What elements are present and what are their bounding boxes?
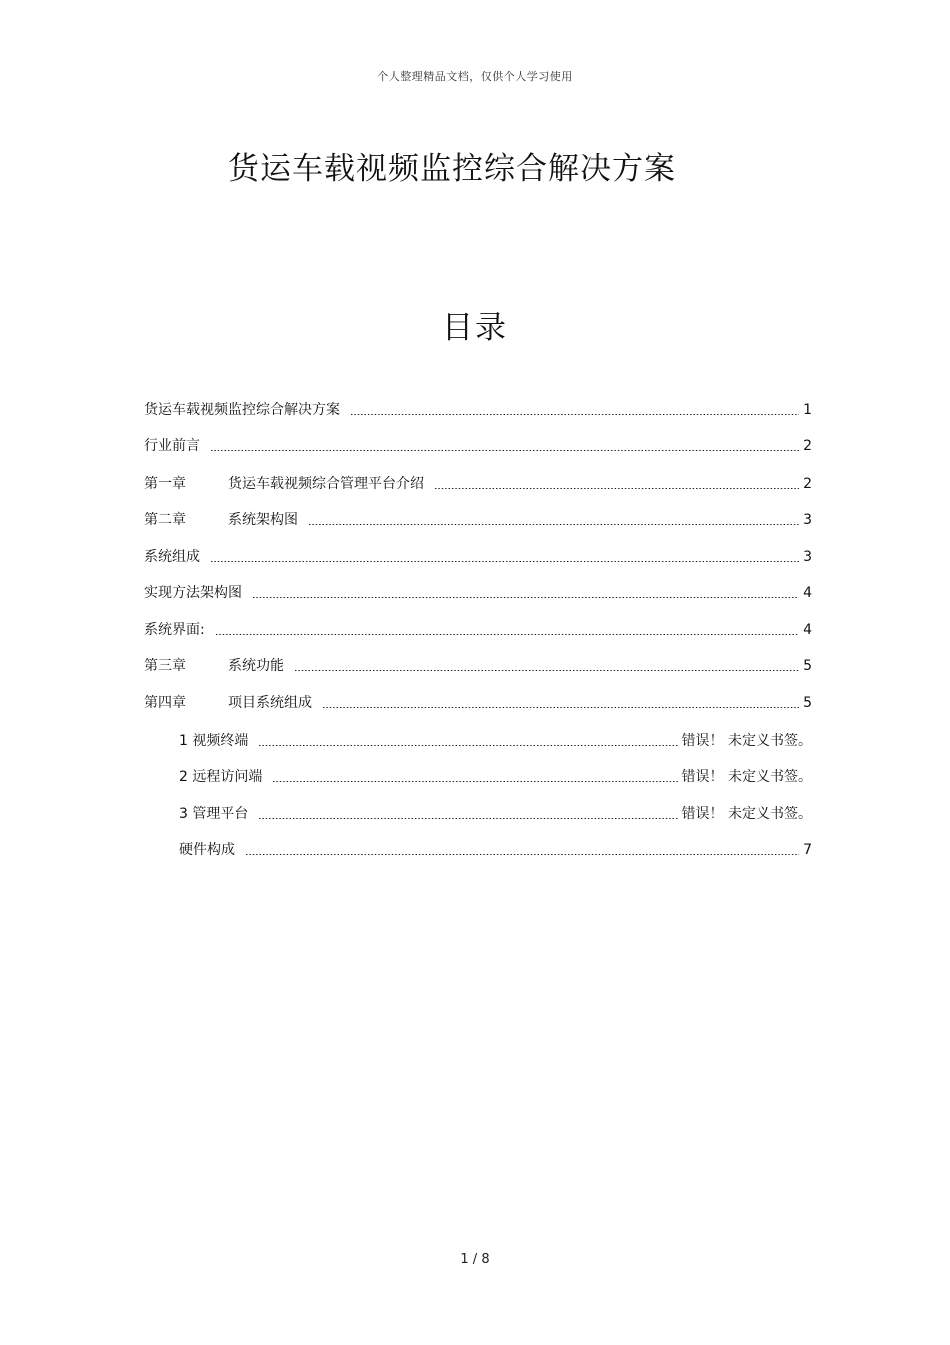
toc-entry[interactable] [144,434,812,458]
toc-entry-label: 2 远程访问端 [179,769,263,785]
toc-entry-page: 1 [803,402,812,418]
toc-dot-leader [245,854,799,855]
toc-entry[interactable] [144,581,812,605]
toc-heading: 目录 [442,310,508,346]
toc-entry-label: 系统架构图 [228,512,298,528]
document-title: 货运车载视频监控综合解决方案 [228,151,676,187]
toc-entry[interactable] [179,838,812,862]
toc-entry-page: 4 [803,622,812,638]
toc-entry-label: 实现方法架构图 [144,585,242,601]
toc-entry-page: 错误！ 未定义书签。 [681,769,812,785]
toc-dot-leader [210,450,799,451]
toc-entry-page: 3 [803,549,812,565]
toc-entry[interactable] [144,618,812,642]
toc-entry-label: 硬件构成 [179,842,235,858]
toc-entry-page: 错误！ 未定义书签。 [681,733,812,749]
page-indicator: 1 / 8 [460,1252,490,1267]
toc-dot-leader [322,707,799,708]
toc-entry-page: 4 [803,585,812,601]
toc-entry[interactable] [144,508,812,532]
toc-entry-label: 系统组成 [144,549,200,565]
toc-entry-label: 货运车载视频监控综合解决方案 [144,402,340,418]
toc-entry-label: 系统功能 [228,658,284,674]
toc-entry[interactable] [179,802,812,826]
toc-entry-label: 3 管理平台 [179,806,249,822]
toc-dot-leader [350,414,799,415]
toc-entry-chapter: 第一章 [144,476,186,492]
toc-dot-leader [258,745,677,746]
toc-dot-leader [434,488,799,489]
toc-entry-chapter: 第二章 [144,512,186,528]
toc-dot-leader [272,781,677,782]
toc-entry-page: 2 [803,438,812,454]
toc-entry[interactable] [144,691,812,715]
toc-entry[interactable] [179,729,812,753]
toc-entry-label: 1 视频终端 [179,733,249,749]
toc-entry[interactable] [179,765,812,789]
toc-entry[interactable] [144,545,812,569]
header-note: 个人整理精品文档，仅供个人学习使用 [377,70,573,83]
toc-entry-page: 3 [803,512,812,528]
toc-entry-page: 5 [803,695,812,711]
toc-entry-page: 错误！ 未定义书签。 [681,806,812,822]
toc-entry-label: 项目系统组成 [228,695,312,711]
toc-dot-leader [294,670,799,671]
toc-dot-leader [308,524,799,525]
toc-dot-leader [252,597,799,598]
toc-entry-page: 2 [803,476,812,492]
toc-entry[interactable] [144,398,812,422]
toc-dot-leader [215,634,799,635]
toc-entry-label: 行业前言 [144,438,200,454]
toc-entry-label: 系统界面: [144,622,205,638]
toc-entry-page: 7 [803,842,812,858]
toc-dot-leader [258,818,677,819]
toc-entry[interactable] [144,654,812,678]
toc-entry-chapter: 第三章 [144,658,186,674]
toc-entry-chapter: 第四章 [144,695,186,711]
toc-dot-leader [210,561,799,562]
toc-entry-label: 货运车载视频综合管理平台介绍 [228,476,424,492]
toc-entry[interactable] [144,472,812,496]
toc-entry-page: 5 [803,658,812,674]
